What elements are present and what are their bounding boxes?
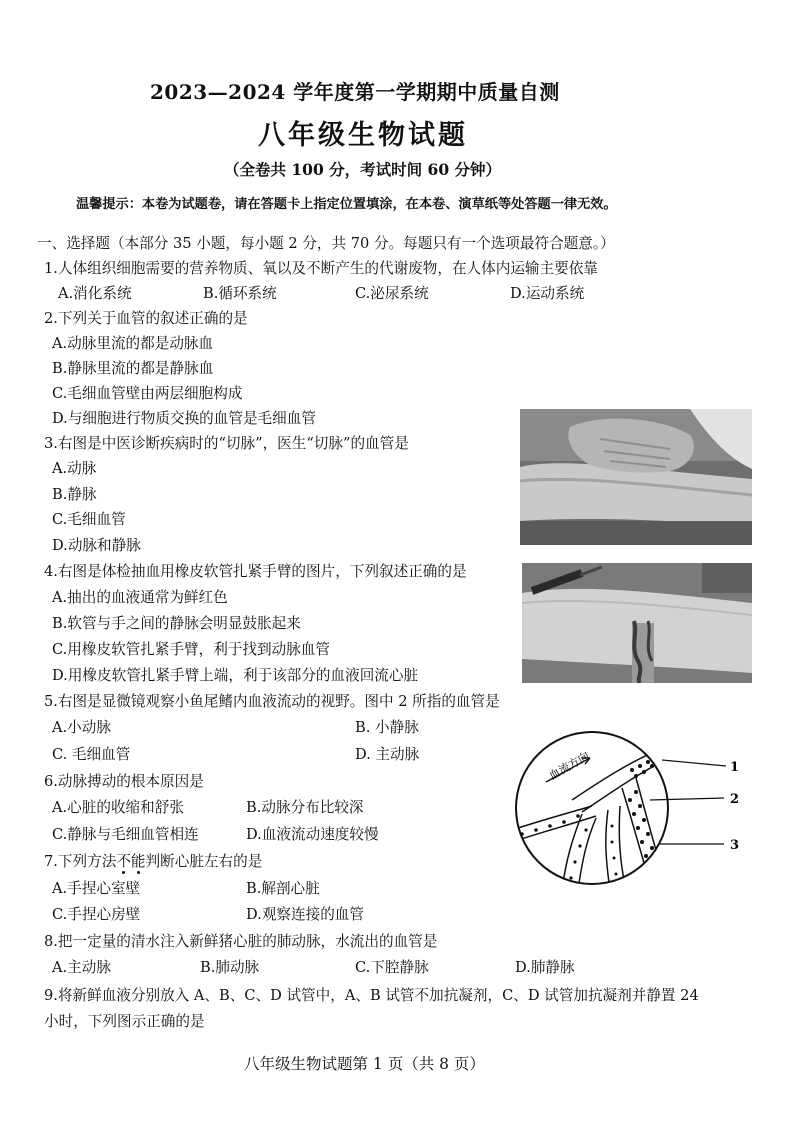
question-1-option-d: D.运动系统: [510, 285, 585, 302]
question-6-stem: 6.动脉搏动的根本原因是: [44, 773, 204, 790]
fish-tail-blood-flow-figure: [512, 730, 752, 890]
question-7-stem-post: 判断心脏左右的是: [145, 853, 263, 870]
page-title: 八年级生物试题: [258, 120, 468, 151]
question-5-option-a: A.小动脉: [52, 719, 111, 736]
question-4-option-c: C.用橡皮软管扎紧手臂，利于找到动脉血管: [52, 641, 330, 658]
exam-title: 2023—2024 学年度第一学期期中质量自测: [150, 80, 560, 104]
question-8-stem: 8.把一定量的清水注入新鲜猪心脏的肺动脉，水流出的血管是: [44, 933, 438, 950]
figure-label-1: 1: [730, 760, 740, 775]
question-2-stem: 2.下列关于血管的叙述正确的是: [44, 310, 248, 327]
question-4-option-a: A.抽出的血液通常为鲜红色: [52, 589, 228, 606]
question-3-option-b: B.静脉: [52, 486, 97, 503]
question-3-option-d: D.动脉和静脉: [52, 537, 141, 554]
question-6-option-a: A.心脏的收缩和舒张: [52, 799, 184, 816]
question-7-emphasis-2: 能: [130, 853, 146, 870]
question-8-option-c: C.下腔静脉: [355, 959, 429, 976]
question-7-emphasis-1: 不: [116, 853, 131, 870]
blood-draw-photo: [522, 563, 752, 683]
figure-label-2: 2: [730, 792, 740, 807]
question-5-option-d: D. 主动脉: [355, 746, 420, 763]
question-8-option-a: A.主动脉: [52, 959, 111, 976]
question-3-stem: 3.右图是中医诊断疾病时的“切脉”，医生“切脉”的血管是: [44, 435, 409, 452]
question-7-option-c: C.手捏心房壁: [52, 906, 141, 923]
question-1-option-b: B.循环系统: [203, 285, 277, 302]
question-7-option-b: B.解剖心脏: [246, 880, 320, 897]
question-6-option-b: B.动脉分布比较深: [246, 799, 364, 816]
question-3-option-c: C.毛细血管: [52, 511, 126, 528]
question-1-option-a: A.消化系统: [58, 285, 132, 302]
figure-label-3: 3: [730, 838, 740, 853]
flow-direction-label: 血流方向: [547, 749, 592, 783]
question-2-option-b: B.静脉里流的都是静脉血: [52, 360, 214, 377]
question-7-option-a: A.手捏心室壁: [52, 880, 141, 897]
question-2-option-d: D.与细胞进行物质交换的血管是毛细血管: [52, 410, 316, 427]
question-9-stem-line1: 9.将新鲜血液分别放入 A、B、C、D 试管中，A、B 试管不加抗凝剂，C、D 试管加抗凝剂并静置 24: [44, 987, 699, 1004]
question-6-option-c: C.静脉与毛细血管相连: [52, 826, 199, 843]
question-4-option-b: B.软管与手之间的静脉会明显鼓胀起来: [52, 615, 301, 632]
warm-tip: 温馨提示：本卷为试题卷，请在答题卡上指定位置填涂，在本卷、演草纸等处答题一律无效。: [76, 197, 617, 212]
question-1-option-c: C.泌尿系统: [355, 285, 429, 302]
question-3-option-a: A.动脉: [52, 460, 97, 477]
question-8-option-d: D.肺静脉: [515, 959, 575, 976]
question-7-stem-pre: 7.下列方法: [44, 853, 117, 870]
question-5-option-b: B. 小静脉: [355, 719, 419, 736]
question-4-stem: 4.右图是体检抽血用橡皮软管扎紧手臂的图片，下列叙述正确的是: [44, 563, 467, 580]
exam-subtitle: （全卷共 100 分，考试时间 60 分钟）: [224, 160, 502, 179]
question-4-option-d: D.用橡皮软管扎紧手臂上端，利于该部分的血液回流心脏: [52, 667, 419, 684]
pulse-diagnosis-photo: [520, 409, 752, 545]
section-heading: 一、选择题（本部分 35 小题，每小题 2 分，共 70 分。每题只有一个选项最符合题意。）: [37, 235, 615, 252]
question-2-option-a: A.动脉里流的都是动脉血: [52, 335, 214, 352]
question-1-stem: 1.人体组织细胞需要的营养物质、氧以及不断产生的代谢废物，在人体内运输主要依靠: [44, 260, 598, 277]
question-9-stem-line2: 小时，下列图示正确的是: [44, 1013, 205, 1030]
question-6-option-d: D.血液流动速度较慢: [246, 826, 379, 843]
question-2-option-c: C.毛细血管壁由两层细胞构成: [52, 385, 243, 402]
question-7-stem: [44, 852, 262, 872]
question-5-option-c: C. 毛细血管: [52, 746, 131, 763]
question-7-option-d: D.观察连接的血管: [246, 906, 364, 923]
question-5-stem: 5.右图是显微镜观察小鱼尾鳍内血液流动的视野。图中 2 所指的血管是: [44, 693, 500, 710]
page-footer: 八年级生物试题第 1 页（共 8 页）: [244, 1055, 485, 1073]
question-8-option-b: B.肺动脉: [200, 959, 260, 976]
